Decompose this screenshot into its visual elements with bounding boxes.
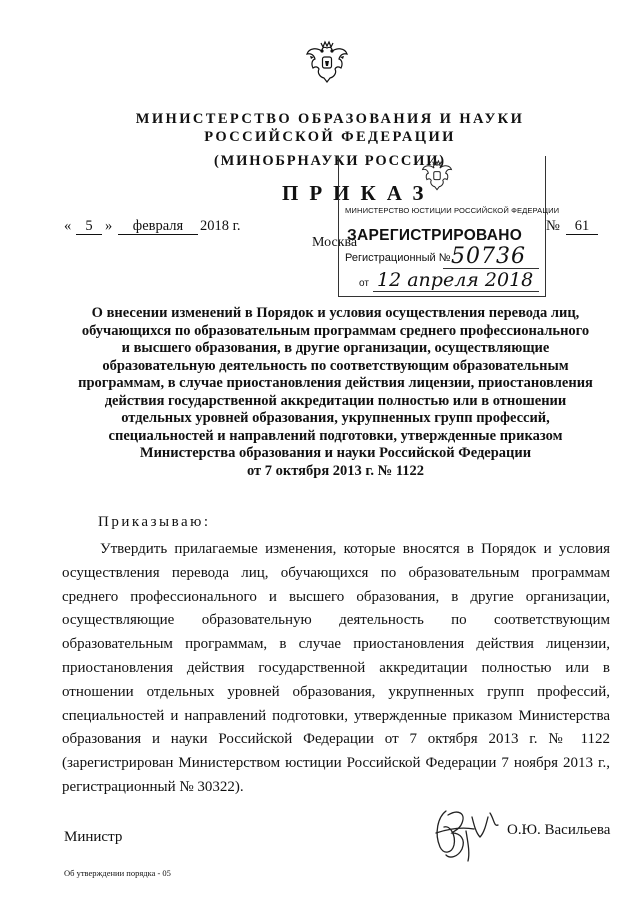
stamp-coat-of-arms-icon: [419, 158, 455, 194]
date-open-quote: «: [64, 218, 72, 234]
title-line: обучающихся по образовательным программам среднего профессионального: [81, 322, 590, 339]
signatory-position: Министр: [64, 829, 123, 845]
date-close-quote: »: [105, 218, 113, 234]
title-line: специальностей и направлений подготовки, утвержденные приказом: [108, 427, 563, 444]
ministry-short-name: (МИНОБРНАУКИ РОССИИ): [214, 153, 446, 169]
order-body-paragraph: Утвердить прилагаемые изменения, которые вносятся в Порядок и условия осуществления перевода лиц, обучающихся по образовательным программам среднего профессионального и высшего образования, в другие организации, осуществляющие образовательную деятельность по соответствующим образовательным программам, в случае приостановления действия лицензии, приостановления действия государственной аккредитации полностью или в отношении отдельных уровней образования, укрупненных групп профессий, специальностей и направлений подготовки, утвержденные приказом Министерства образования и науки Российской Федерации от 7 октября 2013 г. № 1122 (зарегистрирован Министерством юстиции Российской Федерации 7 ноября 2013 г., регистрационный № 30322).: [62, 541, 610, 795]
stamp-date-underline: [373, 291, 539, 292]
title-line: действия государственной аккредитации полностью или в отношении: [104, 392, 567, 409]
title-line: от 7 октября 2013 г. № 1122: [246, 462, 425, 479]
stamp-reg-number: 50736: [451, 244, 526, 269]
registration-stamp: [338, 156, 560, 297]
title-line: образовательную деятельность по соответствующим образовательным: [102, 357, 569, 374]
footer-note: Об утверждении порядка - 05: [64, 868, 171, 878]
order-day: 5: [76, 219, 102, 235]
order-title: ПРИКАЗ: [282, 181, 435, 205]
title-line: отдельных уровней образования, укрупненных групп профессий,: [121, 410, 550, 426]
title-line: О внесении изменений в Порядок и условия осуществления перевода лиц,: [91, 305, 580, 321]
title-line: программам, в случае приостановления действия лицензии, приостановления: [78, 375, 593, 391]
stamp-ministry-name: МИНИСТЕРСТВО ЮСТИЦИИ РОССИЙСКОЙ ФЕДЕРАЦИИ: [345, 206, 560, 215]
stamp-date-prefix: от: [359, 278, 369, 289]
order-subject: [68, 305, 603, 480]
stamp-reg-date: 12 апреля 2018: [377, 269, 534, 291]
title-line: Министерства образования и науки Российской Федерации: [139, 445, 532, 461]
order-month: февраля: [118, 219, 198, 235]
signatory-name: О.Ю. Васильева: [507, 822, 611, 838]
ministry-name-line2: РОССИЙСКОЙ ФЕДЕРАЦИИ: [204, 129, 456, 145]
order-number: 61: [566, 219, 598, 235]
stamp-reg-number-label: Регистрационный №: [345, 252, 451, 264]
coat-of-arms-icon: [302, 38, 352, 88]
order-heading: Приказываю:: [98, 514, 211, 530]
city: Москва: [312, 235, 358, 250]
title-line: и высшего образования, в другие организации, осуществляющие: [121, 340, 550, 356]
handwritten-signature-icon: [428, 803, 506, 865]
stamp-registered-label: ЗАРЕГИСТРИРОВАНО: [347, 227, 523, 244]
order-number-label: №: [546, 218, 560, 234]
ministry-name-line1: МИНИСТЕРСТВО ОБРАЗОВАНИЯ И НАУКИ: [135, 111, 525, 127]
order-year: 2018 г.: [200, 218, 241, 234]
